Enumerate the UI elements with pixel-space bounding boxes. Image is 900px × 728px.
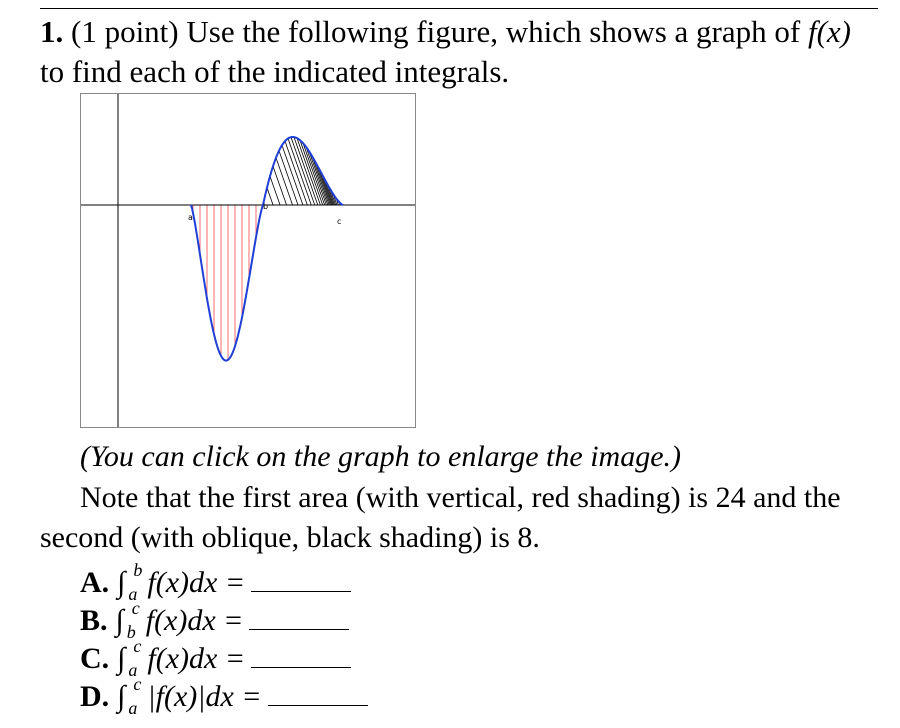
answer-row-c bbox=[80, 636, 351, 680]
upper-limit: c bbox=[133, 636, 142, 656]
integral-sign-icon: ∫ bbox=[115, 604, 124, 637]
answer-input-a[interactable] bbox=[251, 567, 351, 592]
top-rule bbox=[40, 8, 878, 9]
answer-row-a bbox=[80, 560, 351, 604]
label-c: c bbox=[337, 217, 342, 226]
question-text-after: to find each of the indicated integrals. bbox=[40, 54, 510, 89]
label-b: b bbox=[263, 202, 269, 211]
answer-input-c[interactable] bbox=[251, 643, 351, 668]
upper-limit: c bbox=[133, 674, 142, 694]
question-points: (1 point) bbox=[71, 14, 179, 49]
question-number: 1. bbox=[40, 14, 64, 49]
integral-sign-icon: ∫ bbox=[117, 566, 126, 599]
integrand: f(x)dx = bbox=[147, 566, 246, 599]
black-hatch-line bbox=[273, 166, 287, 205]
function-name: f(x) bbox=[807, 14, 851, 49]
question-text-before: Use the following figure, which shows a graph of bbox=[186, 14, 801, 49]
area-note: Note that the first area (with vertical, red shading) is 24 and the second (with oblique, black shading) is 8. bbox=[40, 481, 841, 554]
answer-label: A. bbox=[80, 566, 110, 599]
upper-limit: c bbox=[131, 598, 140, 618]
red-shading bbox=[193, 205, 256, 360]
lower-limit: a bbox=[128, 698, 138, 718]
integrand: f(x)dx = bbox=[145, 604, 244, 637]
integrand: f(x)dx = bbox=[147, 642, 246, 675]
upper-limit: b bbox=[133, 560, 143, 580]
lower-limit: b bbox=[126, 622, 136, 642]
label-a: a bbox=[188, 213, 193, 222]
lower-limit: a bbox=[128, 584, 138, 604]
integrand: |f(x)|dx = bbox=[147, 680, 262, 713]
black-shading bbox=[267, 137, 340, 205]
graph-svg[interactable] bbox=[81, 94, 415, 427]
answer-label: B. bbox=[80, 604, 108, 637]
answer-input-d[interactable] bbox=[268, 681, 368, 706]
black-hatch-line bbox=[312, 156, 329, 205]
answer-label: D. bbox=[80, 680, 110, 713]
lower-limit: a bbox=[128, 660, 138, 680]
integral-sign-icon: ∫ bbox=[117, 680, 126, 713]
black-hatch-line bbox=[297, 138, 320, 205]
answer-label: C. bbox=[80, 642, 110, 675]
answer-row-b bbox=[80, 598, 349, 642]
click-note: (You can click on the graph to enlarge the image.) bbox=[80, 440, 681, 473]
integral-sign-icon: ∫ bbox=[117, 642, 126, 675]
answer-input-b[interactable] bbox=[249, 605, 349, 630]
question-text bbox=[40, 12, 880, 92]
function-graph[interactable] bbox=[80, 93, 416, 428]
answer-row-d bbox=[80, 674, 368, 718]
